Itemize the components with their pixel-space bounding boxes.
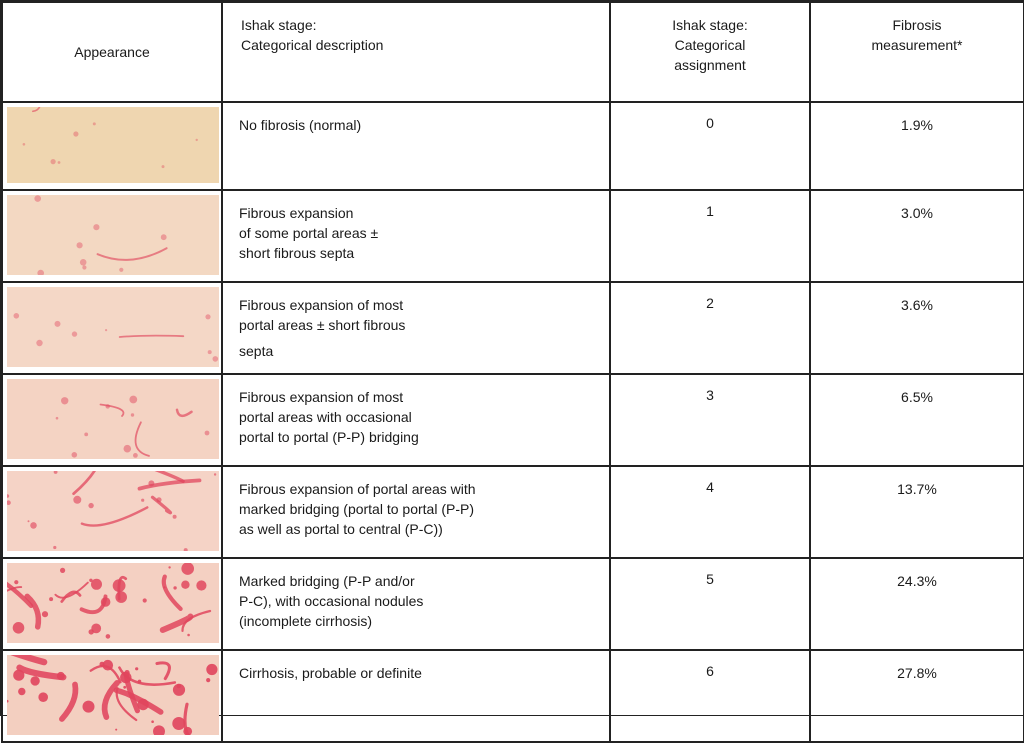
fibrosis-spot: [88, 503, 93, 508]
fibrosis-spot: [23, 143, 26, 146]
header-assignment-line1: Ishak stage:: [672, 17, 748, 33]
description-line: portal to portal (P-P) bridging: [239, 429, 419, 445]
stage-value: 5: [706, 571, 714, 587]
measurement-cell: [810, 190, 1024, 282]
fibrosis-spot: [51, 159, 56, 164]
fibrosis-spot: [18, 688, 25, 695]
fibrosis-spot: [151, 720, 154, 723]
tissue-background: [7, 287, 219, 367]
stage-value: 6: [706, 663, 714, 679]
description-line: portal areas ± short fibrous: [239, 317, 406, 333]
fibrosis-spot: [213, 356, 219, 362]
fibrosis-spot: [173, 684, 185, 696]
fibrosis-spot: [105, 329, 107, 331]
description-line: Fibrous expansion of most: [239, 297, 404, 313]
fibrosis-spot: [93, 122, 96, 125]
appearance-cell: [2, 650, 222, 742]
fibrosis-spot: [73, 131, 78, 136]
description-cell: [222, 374, 610, 466]
fibrosis-spot: [14, 580, 18, 584]
fibrosis-spot: [56, 417, 59, 420]
stage-value: 2: [706, 295, 714, 311]
header-description-line2: Categorical description: [241, 37, 384, 53]
fibrosis-spot: [30, 522, 37, 529]
tissue-background: [7, 107, 219, 183]
measurement-value: 27.8%: [897, 665, 937, 681]
fibrosis-spot: [133, 453, 138, 458]
fibrosis-spot: [61, 397, 68, 404]
fibrosis-spot: [73, 496, 81, 504]
description-line: Fibrous expansion of most: [239, 389, 404, 405]
description-line: Marked bridging (P-P and/or: [239, 573, 415, 589]
fibrosis-spot: [172, 717, 185, 730]
fibrosis-spot: [82, 265, 86, 269]
fibrosis-spot: [14, 313, 20, 319]
table-row: [2, 190, 1024, 282]
fibrosis-spot: [115, 591, 127, 603]
description-cell: [222, 282, 610, 374]
fibrosis-spot: [49, 597, 53, 601]
header-description-line1: Ishak stage:: [241, 17, 317, 33]
tissue-background: [7, 379, 219, 459]
histology-image: [7, 195, 219, 275]
measurement-value: 3.0%: [901, 205, 933, 221]
table-row: [2, 650, 1024, 742]
description-line: portal areas with occasional: [239, 409, 412, 425]
measurement-cell: [810, 466, 1024, 558]
description-cell: [222, 558, 610, 650]
histology-image: [7, 563, 219, 643]
header-measurement-line1: Fibrosis: [892, 17, 942, 33]
measurement-value: 3.6%: [901, 297, 933, 313]
tissue-background: [7, 195, 219, 275]
description-line: septa: [239, 343, 274, 359]
fibrosis-spot: [124, 445, 132, 453]
fibrosis-spot: [196, 580, 206, 590]
measurement-value: 6.5%: [901, 389, 933, 405]
fibrosis-spot: [168, 566, 170, 568]
stage-cell: [610, 466, 810, 558]
fibrosis-spot: [106, 634, 111, 639]
header-measurement-line2: measurement*: [871, 37, 963, 53]
fibrosis-spot: [143, 598, 147, 602]
fibrosis-spot: [55, 321, 61, 327]
appearance-cell: [2, 558, 222, 650]
fibrosis-spot: [131, 413, 134, 416]
fibrosis-spot: [83, 701, 95, 713]
fibrosis-spot: [34, 195, 41, 202]
measurement-cell: [810, 374, 1024, 466]
fibrosis-spot: [28, 520, 30, 522]
description-cell: [222, 650, 610, 742]
header-assignment-line2: Categorical: [674, 37, 746, 53]
table-row: [2, 558, 1024, 650]
fibrosis-spot: [205, 431, 210, 436]
ishak-staging-table: [1, 1, 1024, 743]
tissue-background: [7, 563, 219, 643]
fibrosis-spot: [214, 473, 216, 475]
description-line: short fibrous septa: [239, 245, 355, 261]
fibrosis-spot: [181, 581, 189, 589]
fibrosis-spot: [206, 664, 217, 675]
stage-cell: [610, 190, 810, 282]
table-row: [2, 466, 1024, 558]
description-line: Fibrous expansion of portal areas with: [239, 481, 476, 497]
fibrosis-spot: [53, 546, 56, 549]
appearance-cell: [2, 466, 222, 558]
histology-image: [7, 107, 219, 183]
description-line: Cirrhosis, probable or definite: [239, 665, 422, 681]
stage-cell: [610, 102, 810, 190]
fibrosis-spot: [206, 678, 210, 682]
fibrosis-spot: [196, 139, 198, 141]
appearance-cell: [2, 374, 222, 466]
description-cell: [222, 190, 610, 282]
histology-image: [7, 287, 219, 367]
header-row: [2, 2, 1024, 102]
measurement-cell: [810, 282, 1024, 374]
fibrosis-spot: [60, 568, 65, 573]
fibrosis-spot: [77, 242, 83, 248]
stage-cell: [610, 282, 810, 374]
fibrosis-spot: [129, 396, 137, 404]
fibrosis-spot: [141, 499, 144, 502]
measurement-value: 24.3%: [897, 573, 937, 589]
description-line: of some portal areas ±: [239, 225, 379, 241]
table-row: [2, 282, 1024, 374]
measurement-cell: [810, 650, 1024, 742]
stage-value: 0: [706, 115, 714, 131]
fibrosis-spot: [91, 579, 102, 590]
fibrosis-spot: [119, 268, 123, 272]
fibrosis-spot: [30, 676, 39, 685]
table-row: [2, 102, 1024, 190]
fibrosis-spot: [173, 586, 176, 589]
histology-image: [7, 379, 219, 459]
fibrosis-spot: [162, 165, 165, 168]
appearance-cell: [2, 190, 222, 282]
fibrosis-spot: [205, 314, 210, 319]
fibrosis-spot: [42, 611, 48, 617]
appearance-cell: [2, 102, 222, 190]
fibrosis-spot: [115, 729, 117, 731]
fibrosis-spot: [13, 622, 25, 634]
description-line: Fibrous expansion: [239, 205, 354, 221]
histology-image: [7, 655, 219, 735]
fibrosis-spot: [89, 629, 94, 634]
fibrosis-spot: [123, 686, 126, 689]
description-line: P-C), with occasional nodules: [239, 593, 424, 609]
tissue-background: [7, 655, 219, 735]
fibrosis-spot: [84, 433, 88, 437]
measurement-cell: [810, 102, 1024, 190]
stage-cell: [610, 650, 810, 742]
header-appearance-label: Appearance: [74, 44, 150, 60]
fibrosis-spot: [208, 350, 212, 354]
description-line: marked bridging (portal to portal (P-P): [239, 501, 474, 517]
stage-value: 1: [706, 203, 714, 219]
measurement-value: 1.9%: [901, 117, 933, 133]
stage-value: 3: [706, 387, 714, 403]
fibrosis-spot: [58, 161, 61, 164]
fibrosis-spot: [72, 452, 78, 458]
fibrosis-spot: [80, 259, 87, 266]
description-line: (incomplete cirrhosis): [239, 613, 373, 629]
header-description: [222, 2, 610, 102]
fibrosis-spot: [135, 667, 138, 670]
description-cell: [222, 466, 610, 558]
header-assignment: [610, 2, 810, 102]
stage-cell: [610, 374, 810, 466]
fibrosis-spot: [38, 692, 48, 702]
fibrosis-spot: [173, 515, 177, 519]
fibrosis-spot: [93, 224, 99, 230]
measurement-value: 13.7%: [897, 481, 937, 497]
measurement-cell: [810, 558, 1024, 650]
description-line: No fibrosis (normal): [239, 117, 362, 133]
histology-image: [7, 471, 219, 551]
table-row: [2, 374, 1024, 466]
header-measurement: [810, 2, 1024, 102]
description-line: as well as portal to central (P-C)): [239, 521, 443, 537]
fibrosis-spot: [36, 340, 42, 346]
fibrosis-spot: [161, 234, 167, 240]
description-cell: [222, 102, 610, 190]
fibrosis-spot: [187, 634, 190, 637]
stage-value: 4: [706, 479, 714, 495]
appearance-cell: [2, 282, 222, 374]
fibrosis-spot: [72, 331, 77, 336]
stage-cell: [610, 558, 810, 650]
header-appearance: [2, 2, 222, 102]
header-assignment-line3: assignment: [674, 57, 746, 73]
table-body: [2, 102, 1024, 742]
